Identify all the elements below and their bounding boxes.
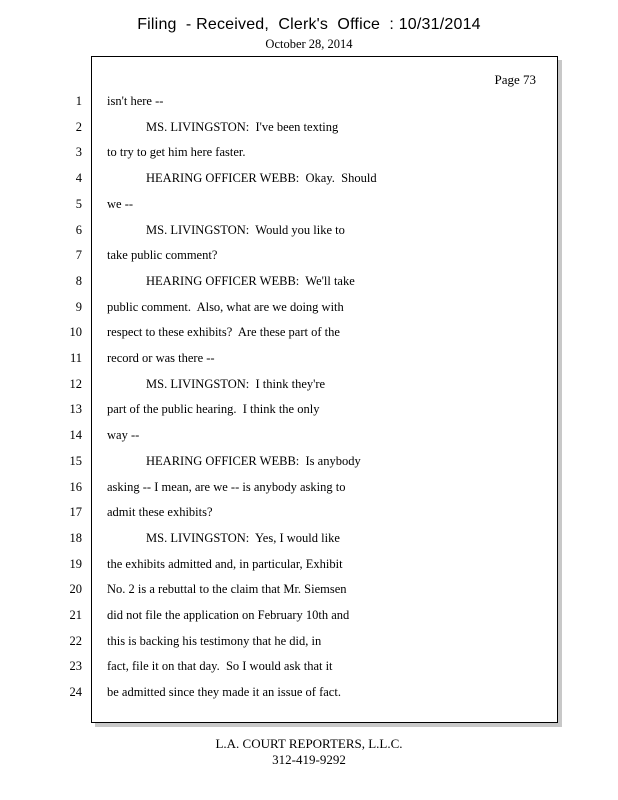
line-text: HEARING OFFICER WEBB: Is anybody (146, 453, 361, 468)
line-number: 4 (75, 171, 82, 186)
line-text: part of the public hearing. I think the only (107, 402, 320, 417)
filing-stamp: Filing - Received, Clerk's Office : 10/31/2014 (137, 16, 481, 33)
footer-phone: 312-419-9292 (272, 752, 346, 767)
transcript-line (0, 145, 618, 165)
transcript-line (0, 171, 618, 191)
line-text: did not file the application on February 10th and (107, 608, 350, 622)
transcript-line (0, 480, 618, 500)
line-text: MS. LIVINGSTON: Would you like to (146, 222, 345, 237)
transcript-line (0, 608, 618, 628)
transcript-line (0, 454, 618, 474)
line-text: No. 2 is a rebuttal to the claim that Mr. Siemsen (107, 582, 347, 597)
line-number: 13 (69, 402, 82, 417)
transcript-line (0, 505, 618, 525)
line-text: MS. LIVINGSTON: I think they're (146, 376, 326, 391)
line-text: public comment. Also, what are we doing with (107, 299, 344, 314)
line-number: 21 (69, 608, 82, 622)
line-number: 3 (75, 145, 82, 160)
page-number: Page 73 (494, 72, 536, 87)
transcript-line (0, 94, 618, 114)
transcript-line (0, 223, 618, 243)
line-text: asking -- I mean, are we -- is anybody asking to (107, 479, 346, 494)
line-text: admit these exhibits? (107, 505, 213, 520)
transcript-line (0, 557, 618, 577)
line-number: 14 (69, 428, 82, 443)
line-text: record or was there -- (107, 351, 215, 365)
transcript-line (0, 659, 618, 679)
transcript-line (0, 531, 618, 551)
line-number: 20 (69, 582, 82, 597)
line-text: MS. LIVINGSTON: I've been texting (146, 119, 339, 134)
line-text: the exhibits admitted and, in particular, Exhibit (107, 556, 343, 571)
line-text: HEARING OFFICER WEBB: We'll take (146, 273, 355, 288)
transcript-line (0, 377, 618, 397)
line-text: this is backing his testimony that he did, in (107, 633, 322, 648)
line-number: 15 (69, 453, 82, 468)
transcript-line (0, 120, 618, 140)
line-text: isn't here -- (107, 94, 164, 108)
transcript-line (0, 197, 618, 217)
transcript-line (0, 248, 618, 268)
transcript-line (0, 274, 618, 294)
line-text: HEARING OFFICER WEBB: Okay. Should (146, 171, 377, 186)
line-number: 2 (75, 119, 82, 134)
line-number: 11 (69, 351, 82, 365)
transcript-line (0, 428, 618, 448)
line-number: 19 (69, 556, 82, 571)
line-text: fact, file it on that day. So I would ask that it (107, 659, 333, 674)
line-text: take public comment? (107, 248, 218, 263)
line-number: 7 (75, 248, 82, 263)
line-text: we -- (107, 196, 134, 211)
line-number: 18 (69, 530, 82, 545)
line-text: respect to these exhibits? Are these part of the (107, 325, 340, 340)
transcript-line (0, 685, 618, 705)
line-text: to try to get him here faster. (107, 145, 246, 160)
transcript-line (0, 351, 618, 371)
line-text: way -- (107, 428, 140, 443)
transcript-line (0, 634, 618, 654)
line-number: 24 (69, 685, 82, 700)
line-number: 6 (75, 222, 82, 237)
line-number: 5 (75, 196, 82, 211)
line-number: 17 (69, 505, 82, 520)
line-number: 9 (75, 299, 82, 314)
line-number: 23 (69, 659, 82, 674)
footer-company: L.A. COURT REPORTERS, L.L.C. (215, 736, 403, 751)
transcript-line (0, 402, 618, 422)
line-number: 12 (69, 376, 82, 391)
line-number: 10 (69, 325, 82, 340)
line-text: MS. LIVINGSTON: Yes, I would like (146, 530, 340, 545)
transcript-line (0, 582, 618, 602)
line-number: 1 (75, 94, 82, 108)
line-number: 16 (69, 479, 82, 494)
line-number: 22 (69, 633, 82, 648)
transcript-date: October 28, 2014 (265, 37, 353, 51)
transcript-line (0, 300, 618, 320)
transcript-line (0, 325, 618, 345)
line-number: 8 (75, 273, 82, 288)
line-text: be admitted since they made it an issue of fact. (107, 685, 341, 700)
